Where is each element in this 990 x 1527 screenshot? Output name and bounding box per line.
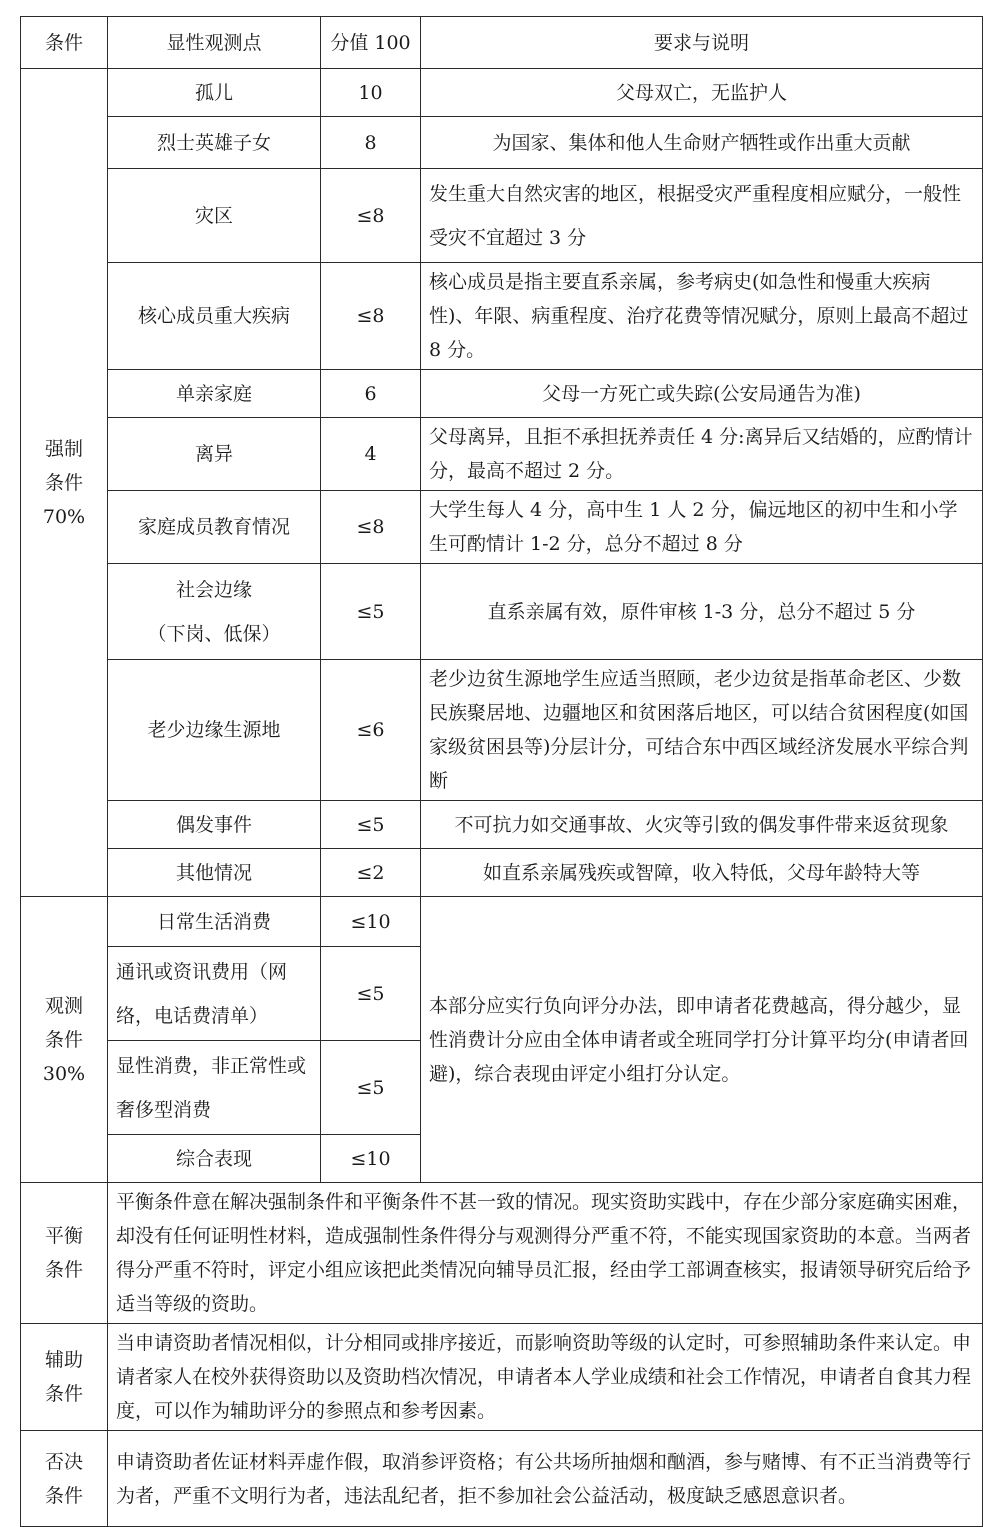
table-row (21, 69, 983, 117)
score-cell: ≤6 (321, 660, 421, 801)
assessment-table (20, 16, 983, 1527)
point-cell: 通讯或资讯费用（网络，电话费清单） (108, 947, 321, 1041)
desc-cell: 核心成员是指主要直系亲属，参考病史(如急性和慢重大疾病性)、年限、病重程度、治疗花费等情况赋分，原则上最高不超过 8 分。 (421, 263, 983, 370)
point-cell: 综合表现 (108, 1135, 321, 1183)
category-mandatory: 强制 条件 70% (21, 69, 108, 897)
point-cell: 日常生活消费 (108, 897, 321, 947)
score-cell: 6 (321, 370, 421, 418)
table-row (21, 1431, 983, 1527)
table-row (21, 117, 983, 169)
table-row (21, 849, 983, 897)
point-cell: 家庭成员教育情况 (108, 491, 321, 564)
desc-cell: 父母离异，且拒不承担抚养责任 4 分:离异后又结婚的，应酌情计分，最高不超过 2 分。 (421, 418, 983, 491)
score-cell: ≤5 (321, 1041, 421, 1135)
category-veto: 否决 条件 (21, 1431, 108, 1527)
score-cell: ≤5 (321, 801, 421, 849)
header-row (21, 17, 983, 69)
desc-cell: 直系亲属有效，原件审核 1-3 分，总分不超过 5 分 (421, 564, 983, 660)
header-condition: 条件 (21, 17, 108, 69)
table-row (21, 897, 983, 947)
desc-cell: 为国家、集体和他人生命财产牺牲或作出重大贡献 (421, 117, 983, 169)
desc-cell: 发生重大自然灾害的地区，根据受灾严重程度相应赋分，一般性受灾不宜超过 3 分 (421, 169, 983, 263)
balance-text: 平衡条件意在解决强制条件和平衡条件不甚一致的情况。现实资助实践中，存在少部分家庭确实困难，却没有任何证明性材料，造成强制性条件得分与观测得分严重不符，不能实现国家资助的本意。当两者得分严重不符时，评定小组应该把此类情况向辅导员汇报，经由学工部调查核实，报请领导研究后给予适当等级的资助。 (108, 1183, 983, 1324)
score-cell: 8 (321, 117, 421, 169)
header-score: 分值 100 (321, 17, 421, 69)
header-description: 要求与说明 (421, 17, 983, 69)
desc-cell: 父母双亡，无监护人 (421, 69, 983, 117)
point-cell: 其他情况 (108, 849, 321, 897)
table-row (21, 801, 983, 849)
score-cell: ≤2 (321, 849, 421, 897)
table-row (21, 491, 983, 564)
point-cell: 烈士英雄子女 (108, 117, 321, 169)
score-cell: ≤5 (321, 564, 421, 660)
point-cell: 离异 (108, 418, 321, 491)
score-cell: ≤8 (321, 491, 421, 564)
score-cell: 4 (321, 418, 421, 491)
score-cell: ≤10 (321, 897, 421, 947)
score-cell: ≤8 (321, 263, 421, 370)
desc-cell: 大学生每人 4 分，高中生 1 人 2 分，偏远地区的初中生和小学生可酌情计 1-2 分，总分不超过 8 分 (421, 491, 983, 564)
score-cell: ≤8 (321, 169, 421, 263)
point-cell: 灾区 (108, 169, 321, 263)
desc-cell: 老少边贫生源地学生应适当照顾，老少边贫是指革命老区、少数民族聚居地、边疆地区和贫困落后地区，可以结合贫困程度(如国家级贫困县等)分层计分，可结合东中西区域经济发展水平综合判断 (421, 660, 983, 801)
category-observe: 观测 条件 30% (21, 897, 108, 1183)
score-cell: 10 (321, 69, 421, 117)
table-row (21, 169, 983, 263)
veto-text: 申请资助者佐证材料弄虚作假，取消参评资格；有公共场所抽烟和酗酒，参与赌博、有不正当消费等行为者，严重不文明行为者，违法乱纪者，拒不参加社会公益活动，极度缺乏感恩意识者。 (108, 1431, 983, 1527)
auxiliary-text: 当申请资助者情况相似，计分相同或排序接近，而影响资助等级的认定时，可参照辅助条件来认定。申请者家人在校外获得资助以及资助档次情况，申请者本人学业成绩和社会工作情况，申请者自食其力程度，可以作为辅助评分的参照点和参考因素。 (108, 1324, 983, 1431)
score-cell: ≤5 (321, 947, 421, 1041)
desc-cell: 不可抗力如交通事故、火灾等引致的偶发事件带来返贫现象 (421, 801, 983, 849)
header-point: 显性观测点 (108, 17, 321, 69)
table-row (21, 418, 983, 491)
table-row (21, 1324, 983, 1431)
point-cell: 显性消费，非正常性或奢侈型消费 (108, 1041, 321, 1135)
table-row (21, 1183, 983, 1324)
point-cell: 偶发事件 (108, 801, 321, 849)
point-cell: 社会边缘 （下岗、低保） (108, 564, 321, 660)
category-balance: 平衡 条件 (21, 1183, 108, 1324)
desc-cell: 如直系亲属残疾或智障，收入特低，父母年龄特大等 (421, 849, 983, 897)
table-row (21, 564, 983, 660)
category-auxiliary: 辅助 条件 (21, 1324, 108, 1431)
score-cell: ≤10 (321, 1135, 421, 1183)
table-row (21, 660, 983, 801)
table-row (21, 370, 983, 418)
point-cell: 孤儿 (108, 69, 321, 117)
point-cell: 单亲家庭 (108, 370, 321, 418)
point-cell: 核心成员重大疾病 (108, 263, 321, 370)
point-cell: 老少边缘生源地 (108, 660, 321, 801)
table-row (21, 263, 983, 370)
desc-cell: 父母一方死亡或失踪(公安局通告为准) (421, 370, 983, 418)
observe-desc-cell: 本部分应实行负向评分办法，即申请者花费越高，得分越少，显性消费计分应由全体申请者或全班同学打分计算平均分(申请者回避)，综合表现由评定小组打分认定。 (421, 897, 983, 1183)
